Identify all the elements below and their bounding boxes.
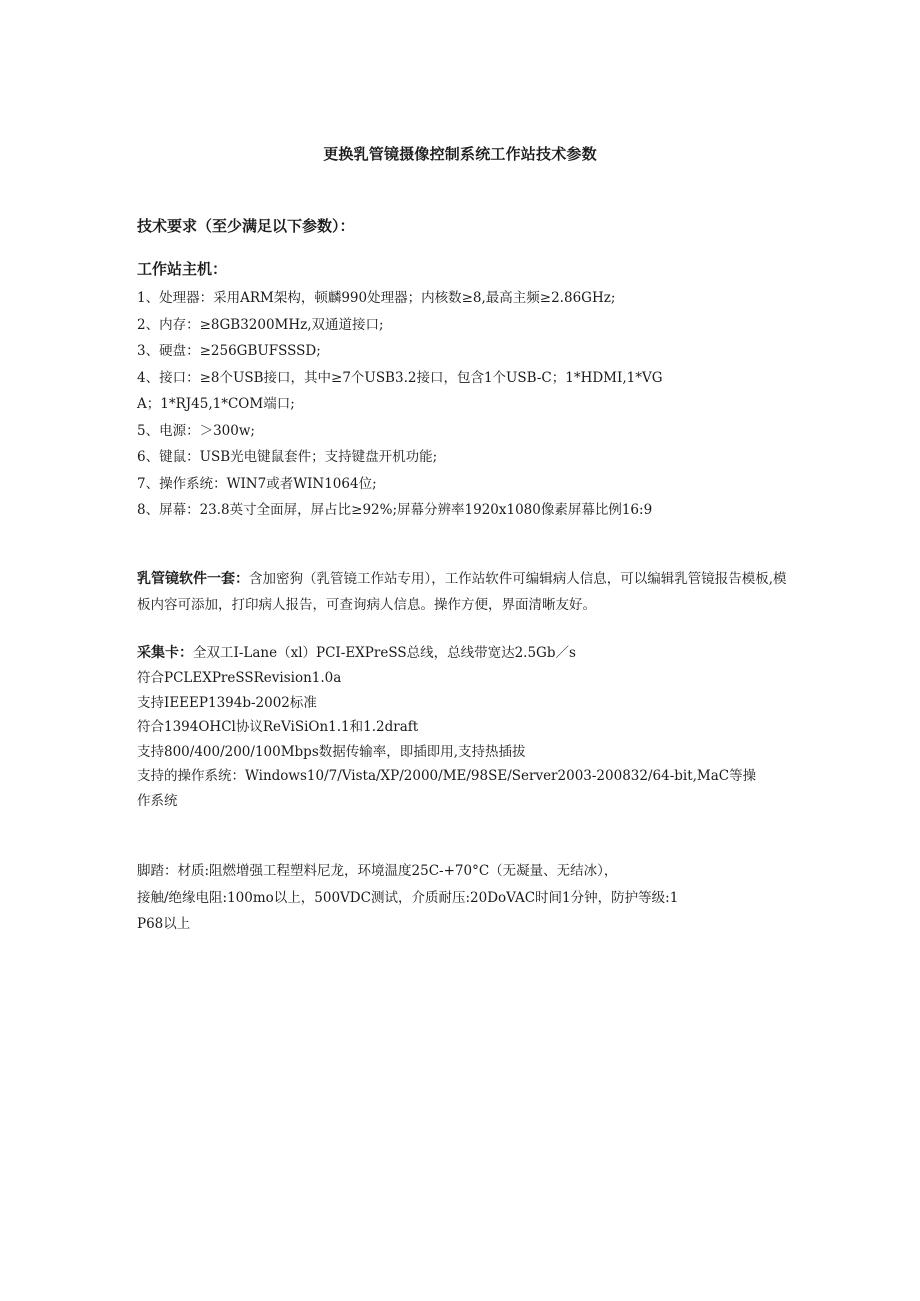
capture-card-lead: 采集卡： [137,645,193,661]
capture-card-line: 符合1394OHCl协议ReViSiOn1.1和1.2draft [137,719,419,735]
capture-card-line: 支持IEEEP1394b-2002标准 [137,694,317,711]
software-lead: 乳管镜软件一套： [137,571,249,587]
capture-card-line: 支持的操作系统：Windows10/7/Vista/XP/2000/ME/98SE/Server2003-200832/64-bit,MaC等操 [137,768,757,784]
software-text: 含加密狗（乳管镜工作站专用），工作站软件可编辑病人信息，可以编辑乳管镜报告模板,模板内容可添加，打印病人报告，可查询病人信息。操作方便，界面清晰友好。 [137,571,787,613]
host-spec-item: 3、硬盘：≥256GBUFSSSD; [137,343,321,359]
footswitch-line: 脚踏：材质:阻燃增强工程塑料尼龙，环境温度25C-+70°C（无凝量、无结冰）， [137,863,618,879]
document-title: 更换乳管镜摄像控制系统工作站技术参数 [323,145,597,163]
host-spec-item: 2、内存：≥8GB3200MHz,双通道接口; [137,316,384,333]
footswitch-line: P68以上 [137,916,191,932]
footswitch-section [137,858,787,938]
requirements-heading: 技术要求（至少满足以下参数）： [137,217,355,235]
footswitch-line: 接触/绝缘电阻:100mo以上，500VDC测试，介质耐压:20DoVAC时间1分钟，防护等级:1 [137,889,679,906]
host-heading: 工作站主机： [137,260,228,278]
host-spec-item: 1、处理器：采用ARM架构，顿麟990处理器；内核数≥8,最高主频≥2.86GHz; [137,290,616,306]
capture-card-line: 符合PCLEXPreSSRevision1.0a [137,670,342,686]
host-spec-item: 7、操作系统：WIN7或者WIN1064位; [137,475,377,492]
capture-card-first-text: 全双工I-Lane（xl）PCI-EXPreSS总线，总线带宽达2.5Gb／s [193,645,576,661]
capture-card-line: 作系统 [137,792,178,809]
capture-card-section [137,640,787,813]
capture-card-first-line [137,640,787,666]
capture-card-line: 支持800/400/200/100Mbps数据传输率，即插即用,支持热插拔 [137,743,526,760]
host-spec-item: 6、键鼠：USB光电键鼠套件；支持键盘开机功能; [137,449,438,465]
host-spec-item: 8、屏幕：23.8英寸全面屏，屏占比≥92%;屏幕分辨率1920x1080像素屏幕比例16:9 [137,502,653,518]
host-spec-item: A；1*RJ45,1*COM端口; [137,396,295,412]
host-spec-item: 5、电源：＞300w; [137,422,255,439]
host-spec-item: 4、接口：≥8个USB接口，其中≥7个USB3.2接口，包含1个USB-C；1*HDMI,1*VG [137,369,663,386]
software-paragraph [137,566,787,618]
host-spec-list [137,285,787,524]
